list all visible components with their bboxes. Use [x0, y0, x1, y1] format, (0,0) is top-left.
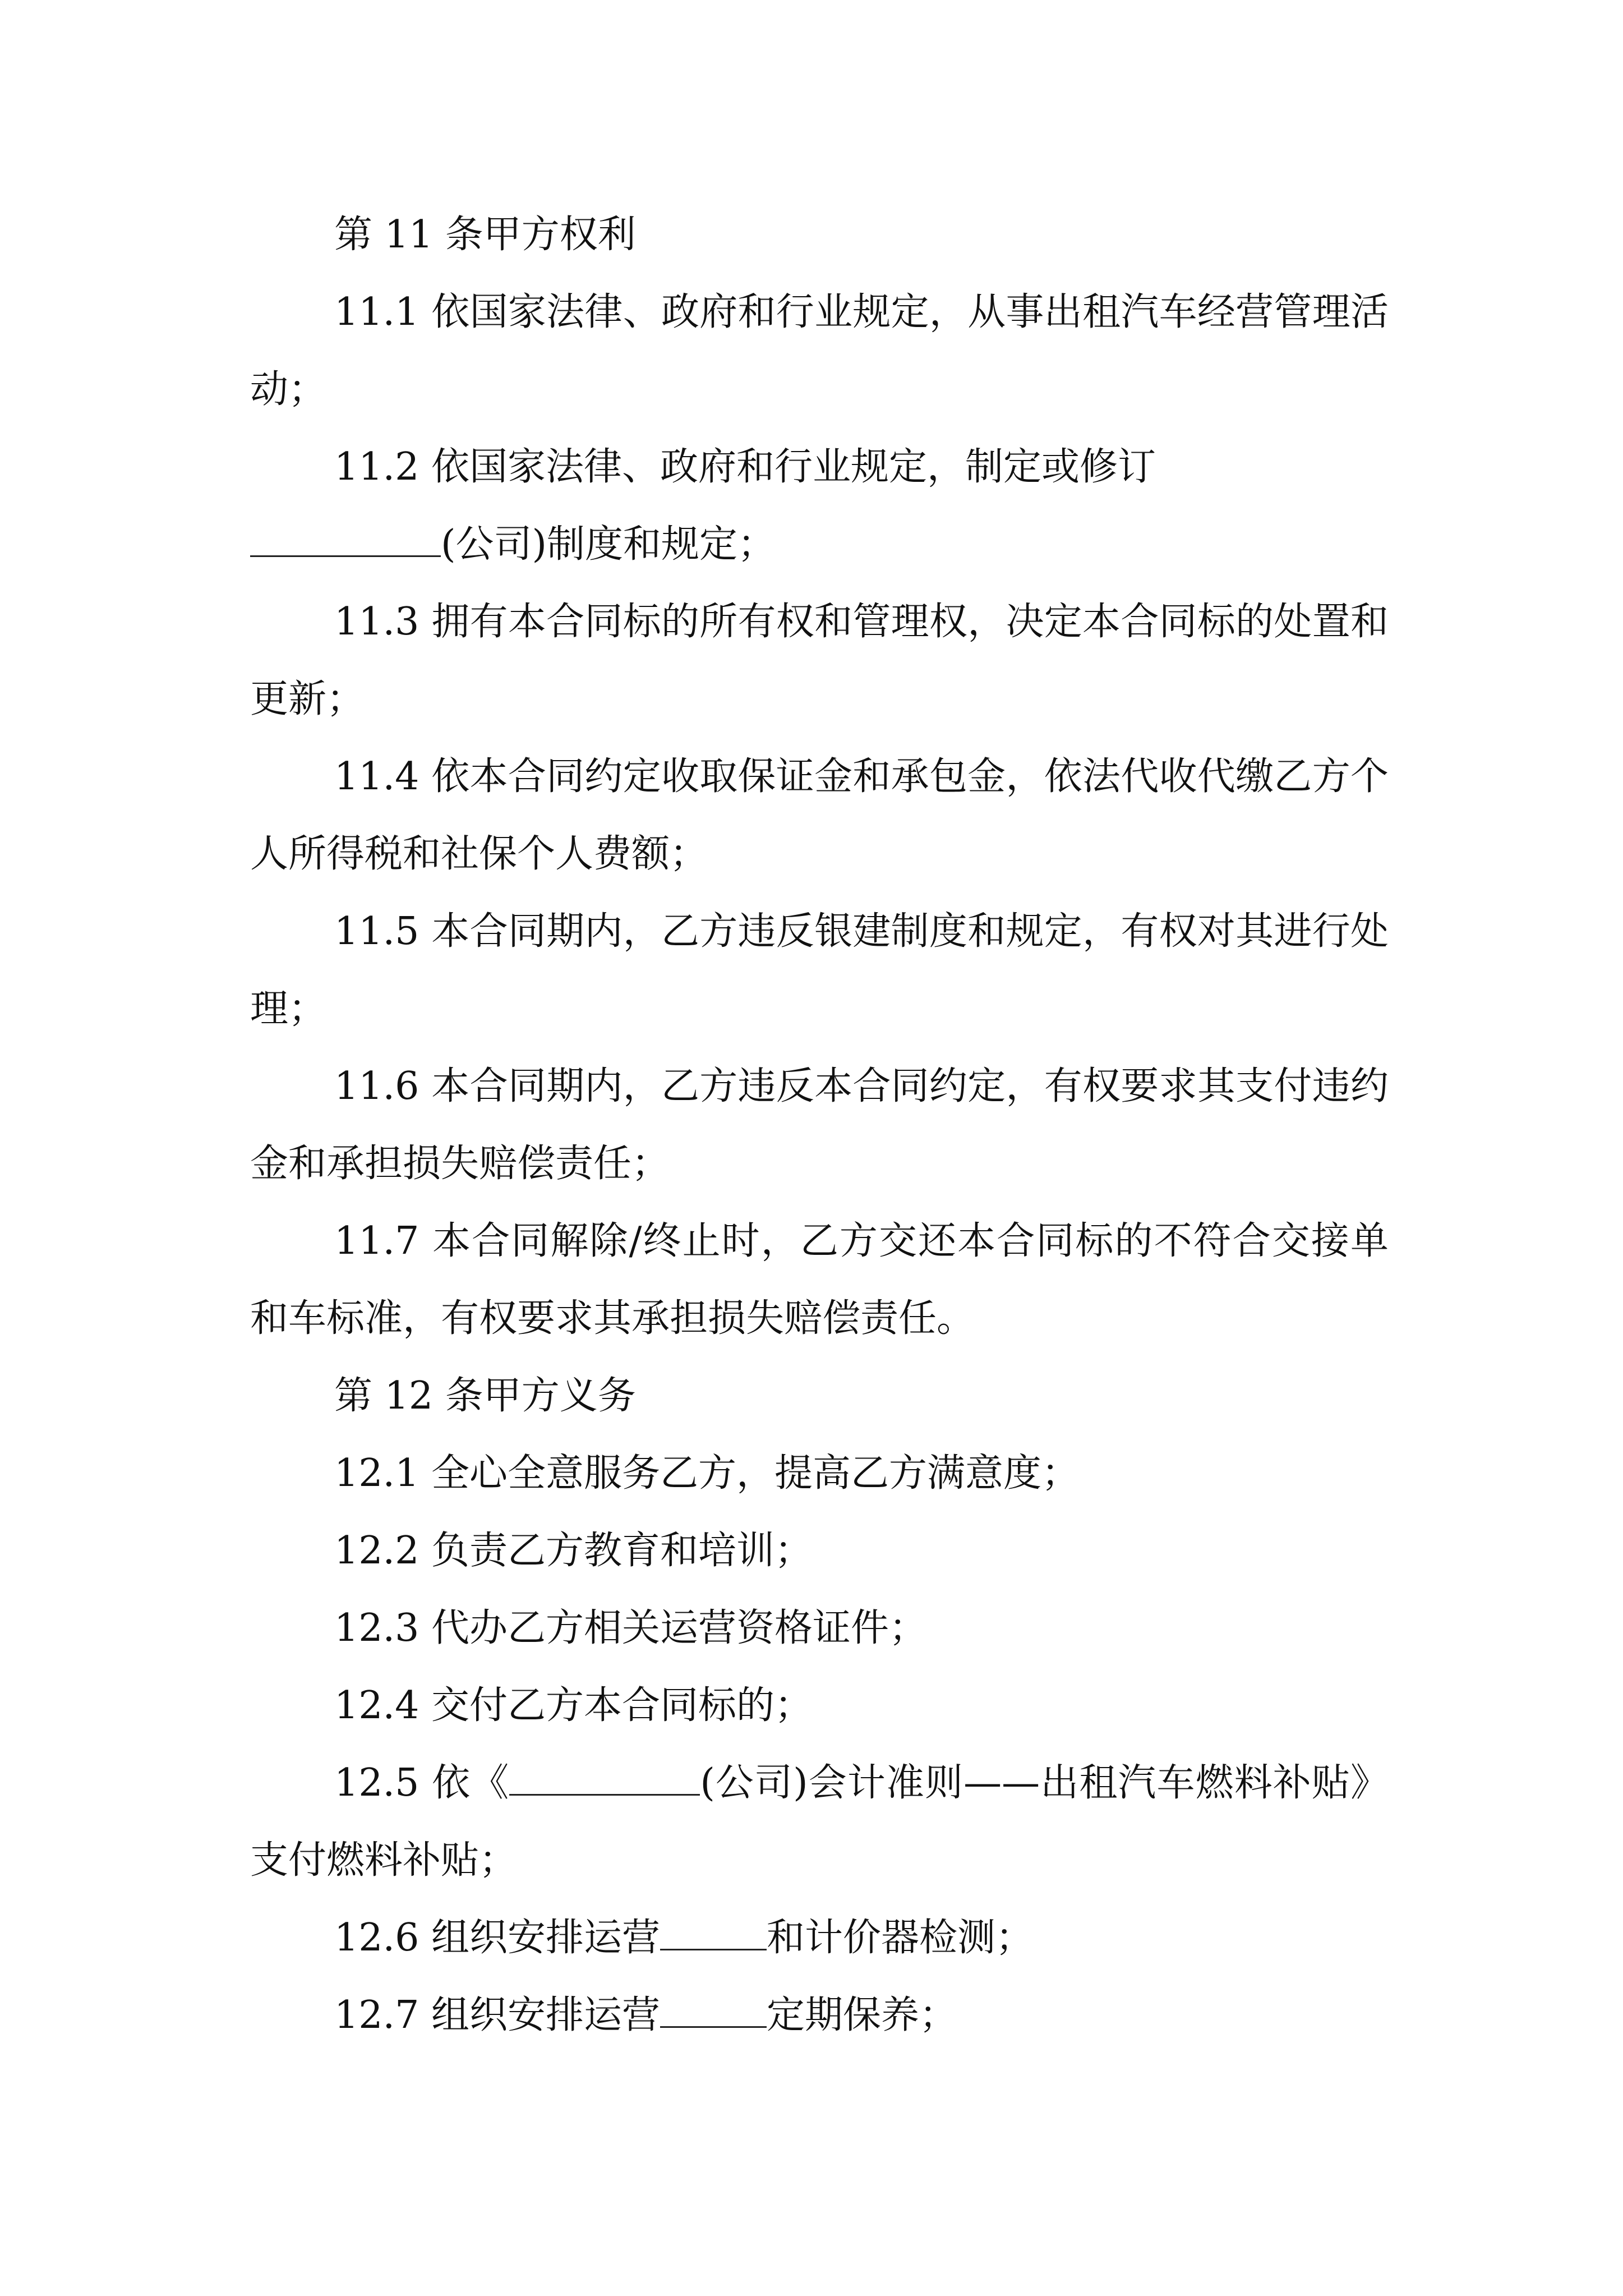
clause-11-2-text-after: (公司)制度和规定； — [441, 522, 776, 567]
clause-12-6-text-after: 和计价器检测； — [767, 1916, 1034, 1960]
clause-12-6-text-before: 12.6 组织安排运营 — [334, 1916, 661, 1960]
document-body — [250, 196, 1389, 2054]
clause-11-2-text-before: 11.2 依国家法律、政府和行业规定，制定或修订 — [334, 445, 1156, 489]
clause-12-4: 12.4 交付乙方本合同标的； — [334, 1683, 813, 1728]
fill-in-blank-company — [509, 1761, 700, 1796]
clause-12-2: 12.2 负责乙方教育和培训； — [334, 1529, 813, 1573]
clause-11-2 — [250, 429, 1389, 583]
article-11-heading: 第 11 条甲方权利 — [334, 213, 636, 257]
clause-11-3: 11.3 拥有本合同标的所有权和管理权，决定本合同标的处置和更新； — [250, 600, 1389, 721]
clause-11-5: 11.5 本合同期内，乙方违反银建制度和规定，有权对其进行处理； — [250, 909, 1389, 1031]
fill-in-blank — [660, 1916, 767, 1950]
fill-in-blank — [660, 1994, 767, 2028]
clause-12-6 — [250, 1899, 1389, 1977]
clause-12-7 — [250, 1977, 1389, 2054]
clause-11-4: 11.4 依本合同约定收取保证金和承包金，依法代收代缴乙方个人所得税和社保个人费额； — [250, 754, 1389, 876]
article-12-heading: 第 12 条甲方义务 — [334, 1374, 636, 1418]
clause-12-5 — [250, 1745, 1389, 1899]
clause-11-7: 11.7 本合同解除/终止时，乙方交还本合同标的不符合交接单和车标准，有权要求其承担损失赔偿责任。 — [250, 1219, 1389, 1341]
clause-11-1: 11.1 依国家法律、政府和行业规定，从事出租汽车经营管理活动； — [250, 290, 1389, 412]
clause-12-1: 12.1 全心全意服务乙方，提高乙方满意度； — [334, 1451, 1080, 1496]
clause-12-7-text-before: 12.7 组织安排运营 — [334, 1993, 661, 2037]
clause-12-3: 12.3 代办乙方相关运营资格证件； — [334, 1606, 928, 1650]
fill-in-blank-company — [250, 523, 441, 557]
clause-12-5-text-before: 12.5 依《 — [334, 1761, 510, 1805]
clause-12-5-text-after: (公司)会计准则——出租汽车燃料补贴》支付燃料补贴； — [250, 1761, 1389, 1883]
clause-12-7-text-after: 定期保养； — [767, 1993, 958, 2037]
clause-11-6: 11.6 本合同期内，乙方违反本合同约定，有权要求其支付违约金和承担损失赔偿责任； — [250, 1064, 1389, 1186]
